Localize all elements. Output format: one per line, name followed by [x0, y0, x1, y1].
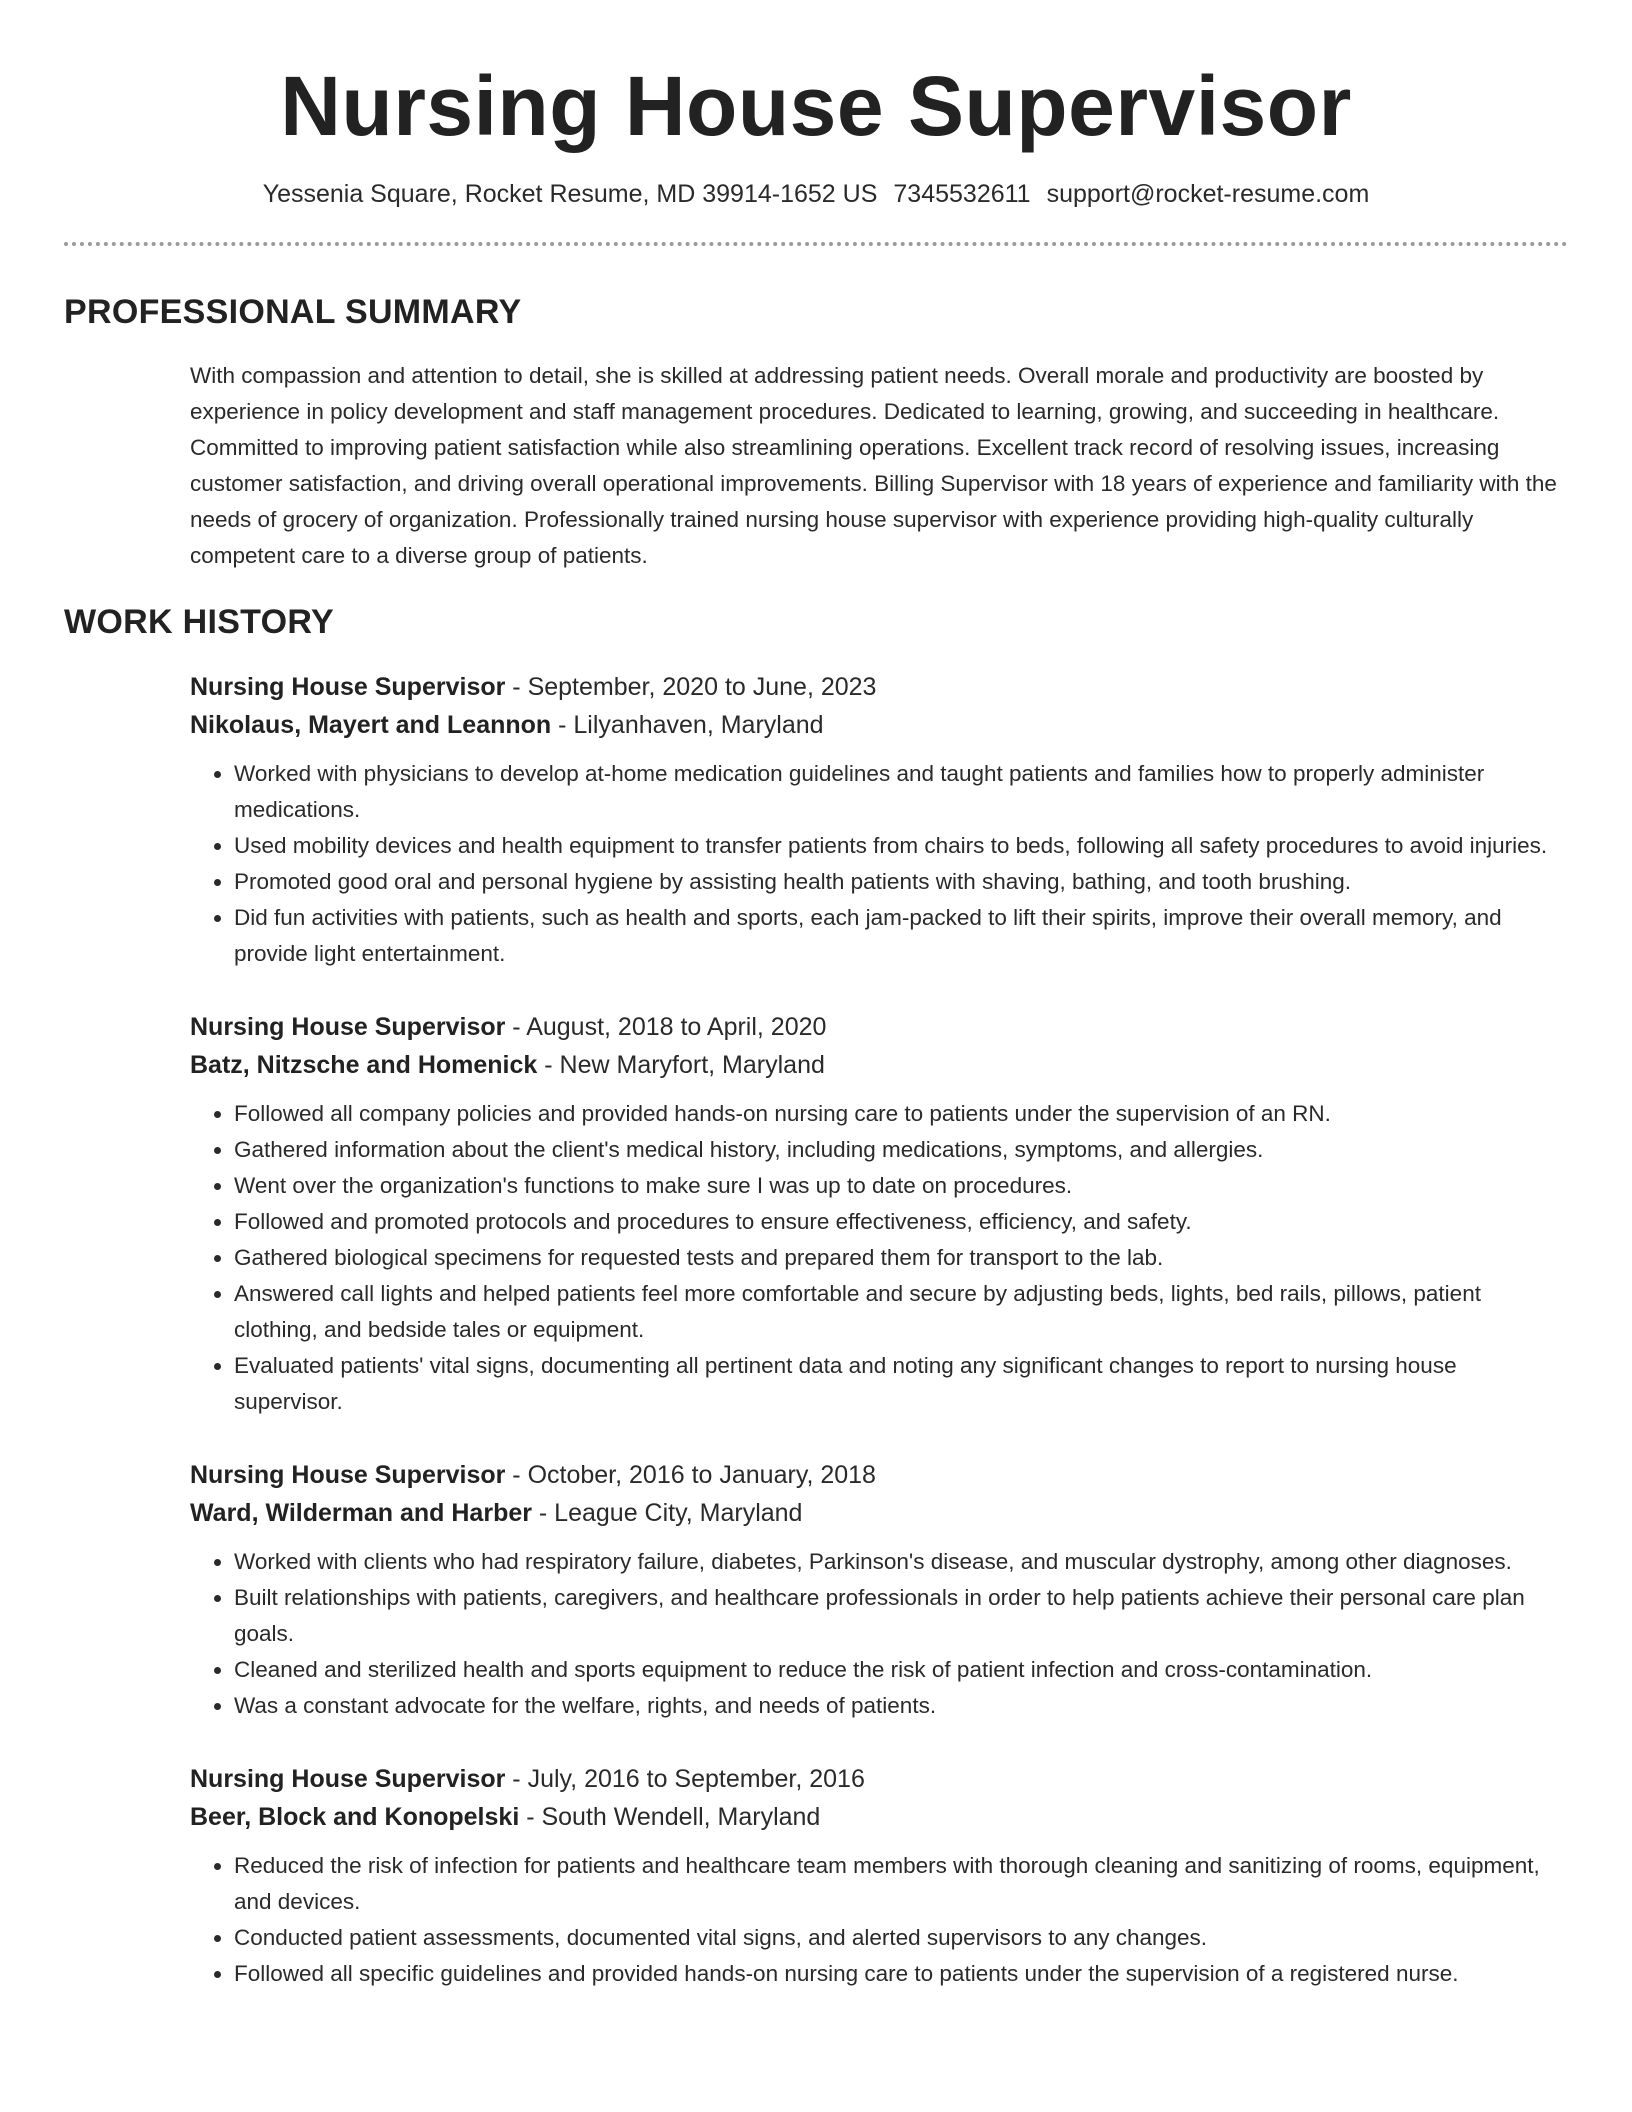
- summary-heading: PROFESSIONAL SUMMARY: [64, 293, 522, 331]
- job-bullet: • Followed all company policies and provided hands-on nursing care to patients under the supervision of an RN.: [234, 1096, 1568, 1132]
- job-company-line: [190, 1798, 1568, 1836]
- summary-text: With compassion and attention to detail, she is skilled at addressing patient needs. Overall morale and productivity are boosted by experience in policy development and staff management procedures. Dedicated to learning, growing, and succeeding in healthcare. Committed to improving patient satisfaction while also streamlining operations. Excellent track record of resolving issues, increasing customer satisfaction, and driving overall operational improvements. Billing Supervisor with 18 years of experience and familiarity with the needs of grocery of organization. Professionally trained nursing house supervisor with experience providing high-quality culturally competent care to a diverse group of patients.: [190, 363, 1557, 568]
- job-entry: [190, 1760, 1568, 1992]
- job-bullet: • Used mobility devices and health equipment to transfer patients from chairs to beds, following all safety procedures to avoid injuries.: [234, 828, 1568, 864]
- job-title-line: [190, 668, 1568, 706]
- job-company: Batz, Nitzsche and Homenick: [190, 1051, 538, 1079]
- job-bullet: • Did fun activities with patients, such as health and sports, each jam-packed to lift their spirits, improve their overall memory, and provide light entertainment.: [234, 900, 1568, 972]
- work-history-list: [190, 668, 1568, 1992]
- job-dates: - September, 2020 to June, 2023: [505, 673, 877, 701]
- job-location: - League City, Maryland: [531, 1499, 803, 1527]
- job-location: - Lilyanhaven, Maryland: [551, 711, 824, 739]
- job-bullet: • Gathered information about the client's medical history, including medications, symptoms, and allergies.: [234, 1132, 1568, 1168]
- job-dates: - October, 2016 to January, 2018: [505, 1461, 876, 1489]
- job-company: Ward, Wilderman and Harber: [190, 1499, 532, 1527]
- job-title: Nursing House Supervisor: [190, 1765, 506, 1793]
- contact-phone: 7345532611: [893, 180, 1031, 208]
- job-bullet: • Answered call lights and helped patients feel more comfortable and secure by adjusting beds, lights, bed rails, pillows, patient clothing, and bedside tales or equipment.: [234, 1276, 1568, 1348]
- job-company-line: [190, 1494, 1568, 1532]
- header-divider: [64, 242, 1568, 246]
- job-title: Nursing House Supervisor: [190, 673, 506, 701]
- job-location: - New Maryfort, Maryland: [537, 1051, 825, 1079]
- job-bullets: [190, 1096, 1568, 1420]
- job-location: - South Wendell, Maryland: [519, 1803, 821, 1831]
- job-company: Beer, Block and Konopelski: [190, 1803, 520, 1831]
- work-history-heading: WORK HISTORY: [64, 603, 334, 641]
- resume-page: [64, 0, 1568, 1992]
- job-title: Nursing House Supervisor: [190, 1461, 506, 1489]
- job-bullet: • Evaluated patients' vital signs, documenting all pertinent data and noting any significant changes to report to nursing house supervisor.: [234, 1348, 1568, 1420]
- job-bullet: • Cleaned and sterilized health and sports equipment to reduce the risk of patient infection and cross-contamination.: [234, 1652, 1568, 1688]
- job-title-line: [190, 1456, 1568, 1494]
- contact-email: support@rocket-resume.com: [1046, 180, 1370, 208]
- job-entry: [190, 1008, 1568, 1420]
- job-bullet: • Gathered biological specimens for requested tests and prepared them for transport to the lab.: [234, 1240, 1568, 1276]
- job-bullet: • Reduced the risk of infection for patients and healthcare team members with thorough cleaning and sanitizing of rooms, equipment, and devices.: [234, 1848, 1568, 1920]
- contact-line: [64, 178, 1568, 210]
- job-bullet: • Went over the organization's functions to make sure I was up to date on procedures.: [234, 1168, 1568, 1204]
- job-bullets: [190, 1848, 1568, 1992]
- job-bullet: • Was a constant advocate for the welfare, rights, and needs of patients.: [234, 1688, 1568, 1724]
- job-entry: [190, 668, 1568, 972]
- job-bullets: [190, 1544, 1568, 1724]
- job-title-line: [190, 1008, 1568, 1046]
- job-bullet: • Conducted patient assessments, documented vital signs, and alerted supervisors to any changes.: [234, 1920, 1568, 1956]
- job-bullet: • Followed and promoted protocols and procedures to ensure effectiveness, efficiency, and safety.: [234, 1204, 1568, 1240]
- job-bullet: • Worked with clients who had respiratory failure, diabetes, Parkinson's disease, and muscular dystrophy, among other diagnoses.: [234, 1544, 1568, 1580]
- resume-name: Nursing House Supervisor: [280, 59, 1352, 153]
- job-bullet: • Promoted good oral and personal hygiene by assisting health patients with shaving, bathing, and tooth brushing.: [234, 864, 1568, 900]
- job-bullet: • Followed all specific guidelines and provided hands-on nursing care to patients under the supervision of a registered nurse.: [234, 1956, 1568, 1992]
- job-dates: - August, 2018 to April, 2020: [505, 1013, 827, 1041]
- job-entry: [190, 1456, 1568, 1724]
- job-dates: - July, 2016 to September, 2016: [505, 1765, 865, 1793]
- job-bullet: • Built relationships with patients, caregivers, and healthcare professionals in order to help patients achieve their personal care plan goals.: [234, 1580, 1568, 1652]
- job-title-line: [190, 1760, 1568, 1798]
- job-company-line: [190, 706, 1568, 744]
- job-bullet: • Worked with physicians to develop at-home medication guidelines and taught patients and families how to properly administer medications.: [234, 756, 1568, 828]
- job-bullets: [190, 756, 1568, 972]
- job-title: Nursing House Supervisor: [190, 1013, 506, 1041]
- job-company: Nikolaus, Mayert and Leannon: [190, 711, 552, 739]
- job-company-line: [190, 1046, 1568, 1084]
- contact-address: Yessenia Square, Rocket Resume, MD 39914-1652 US: [262, 180, 878, 208]
